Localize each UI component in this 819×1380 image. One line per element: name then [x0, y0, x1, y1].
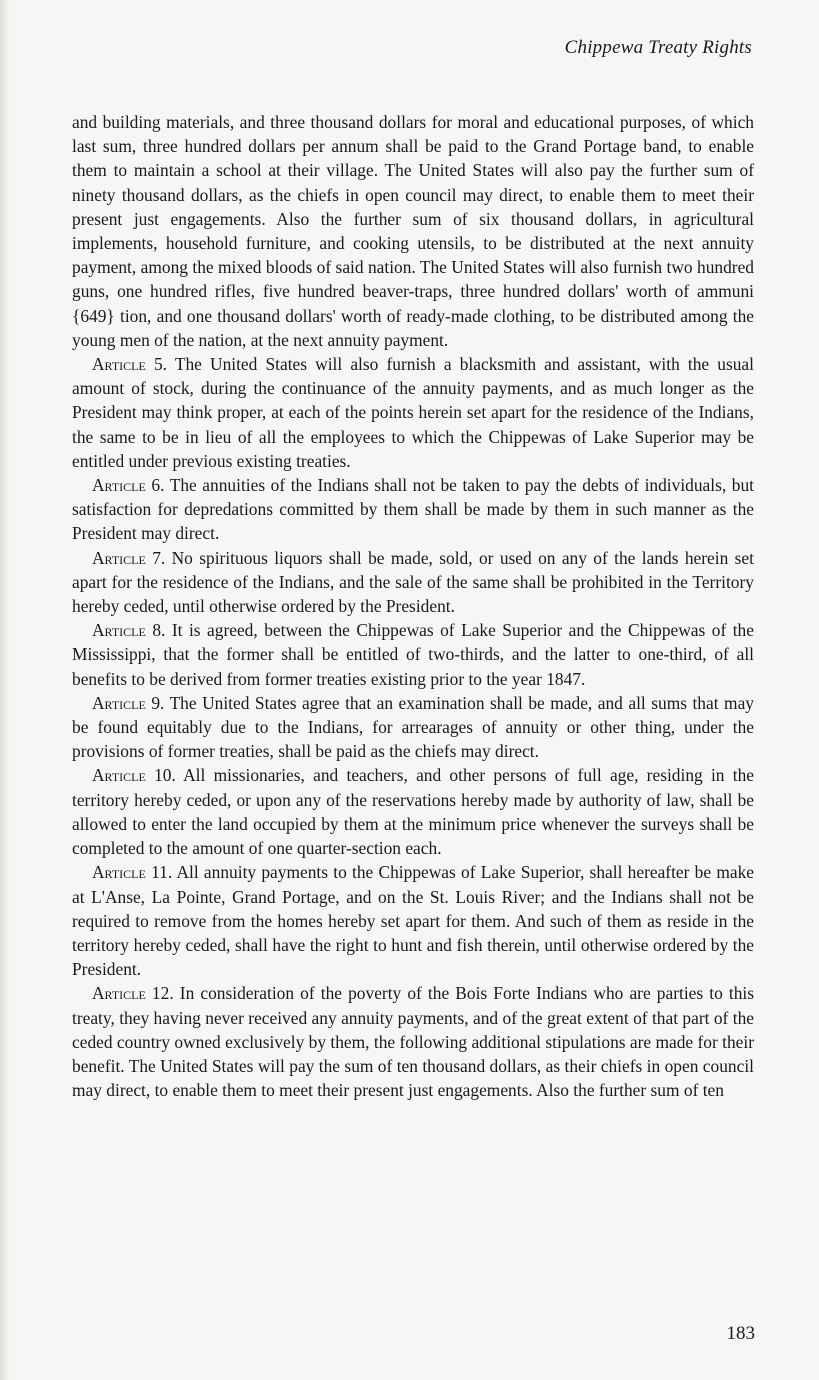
article-12-paragraph: [72, 981, 754, 1102]
article-11-label: Article 11.: [92, 862, 173, 883]
article-6-paragraph: [72, 473, 754, 546]
article-9-text: The United States agree that an examination shall be made, and all sums that may be found equitably due to the Indians, for arrearages of annuity or other thing, under the provisions of former treaties, shall be paid as the chiefs may direct.: [72, 692, 754, 762]
article-8-label: Article 8.: [92, 620, 166, 641]
article-5-paragraph: [72, 352, 754, 473]
article-8-text: It is agreed, between the Chippewas of Lake Superior and the Chippewas of the Mississippi, that the former shall be entitled of two-thirds, and the latter to one-third, of all benefits to be derived from former treaties existing prior to the year 1847.: [72, 620, 754, 689]
article-5-text: The United States will also furnish a blacksmith and assistant, with the usual amount of stock, during the continuance of the annuity payments, and as much longer as the President may think proper, at each of the points herein set apart for the residence of the Indians, the same to be in lieu of all the employees to which the Chippewas of Lake Superior may be entitled under previous existing treaties.: [72, 354, 754, 471]
article-9-label: Article 9.: [92, 692, 165, 713]
article-9-paragraph: [72, 691, 754, 764]
article-7-label: Article 7.: [92, 547, 166, 568]
article-10-text: All missionaries, and teachers, and other persons of full age, residing in the territory hereby ceded, or upon any of the reservations hereby made by authority of law, shall be allowed to enter the land occupied by them at the minimum price whenever the surveys shall be completed to the amount of one quarter-section each.: [72, 765, 754, 859]
article-10-label: Article 10.: [92, 765, 176, 786]
treaty-text-body: [72, 110, 754, 1102]
page-edge-shadow: [0, 0, 10, 1380]
article-10-paragraph: [72, 763, 754, 860]
article-6-text: The annuities of the Indians shall not be taken to pay the debts of individuals, but satisfaction for depredations committed by them shall be made by them in such manner as the President may direct.: [72, 475, 754, 544]
article-11-paragraph: [72, 860, 754, 981]
article-5-label: Article 5.: [92, 354, 168, 375]
article-11-text: All annuity payments to the Chippewas of Lake Superior, shall hereafter be make at L'Anse, La Pointe, Grand Portage, and on the St. Louis River; and the Indians shall not be required to remove from the homes hereby set apart for them. And such of them as reside in the territory hereby ceded, shall have the right to hunt and fish therein, until otherwise ordered by the President.: [72, 862, 754, 980]
article-8-paragraph: [72, 618, 754, 691]
running-header-title: Chippewa Treaty Rights: [564, 37, 752, 58]
opening-paragraph: and building materials, and three thousand dollars for moral and educational purposes, of which last sum, three hundred dollars per annum shall be paid to the Grand Portage band, to enable them to maintain a school at their village. The United States will also pay the further sum of ninety thousand dollars, as the chiefs in open council may direct, to enable them to meet their present just engagements. Also the further sum of six thousand dollars, in agricultural implements, household furniture, and cooking utensils, to be distributed at the next annuity payment, among the mixed bloods of said nation. The United States will also furnish two hundred guns, one hundred rifles, five hundred beaver-traps, three hundred dollars' worth of ammuni {649} tion, and one thousand dollars' worth of ready-made clothing, to be distributed among the young men of the nation, at the next annuity payment.: [72, 112, 754, 350]
article-7-paragraph: [72, 546, 754, 619]
page-number: 183: [726, 1323, 755, 1344]
article-7-text: No spirituous liquors shall be made, sold, or used on any of the lands herein set apart for the residence of the Indians, and the sale of the same shall be prohibited in the Territory hereby ceded, until otherwise ordered by the President.: [72, 547, 754, 617]
article-12-text: In consideration of the poverty of the Bois Forte Indians who are parties to this treaty, they having never received any annuity payments, and of the great extent of that part of the ceded country owned exclusively by them, the following additional stipulations are made for their benefit. The United States will pay the sum of ten thousand dollars, as their chiefs in open council may direct, to enable them to meet their present just engagements. Also the further sum of ten: [72, 983, 754, 1101]
article-12-label: Article 12.: [92, 983, 174, 1004]
article-6-label: Article 6.: [92, 475, 165, 496]
